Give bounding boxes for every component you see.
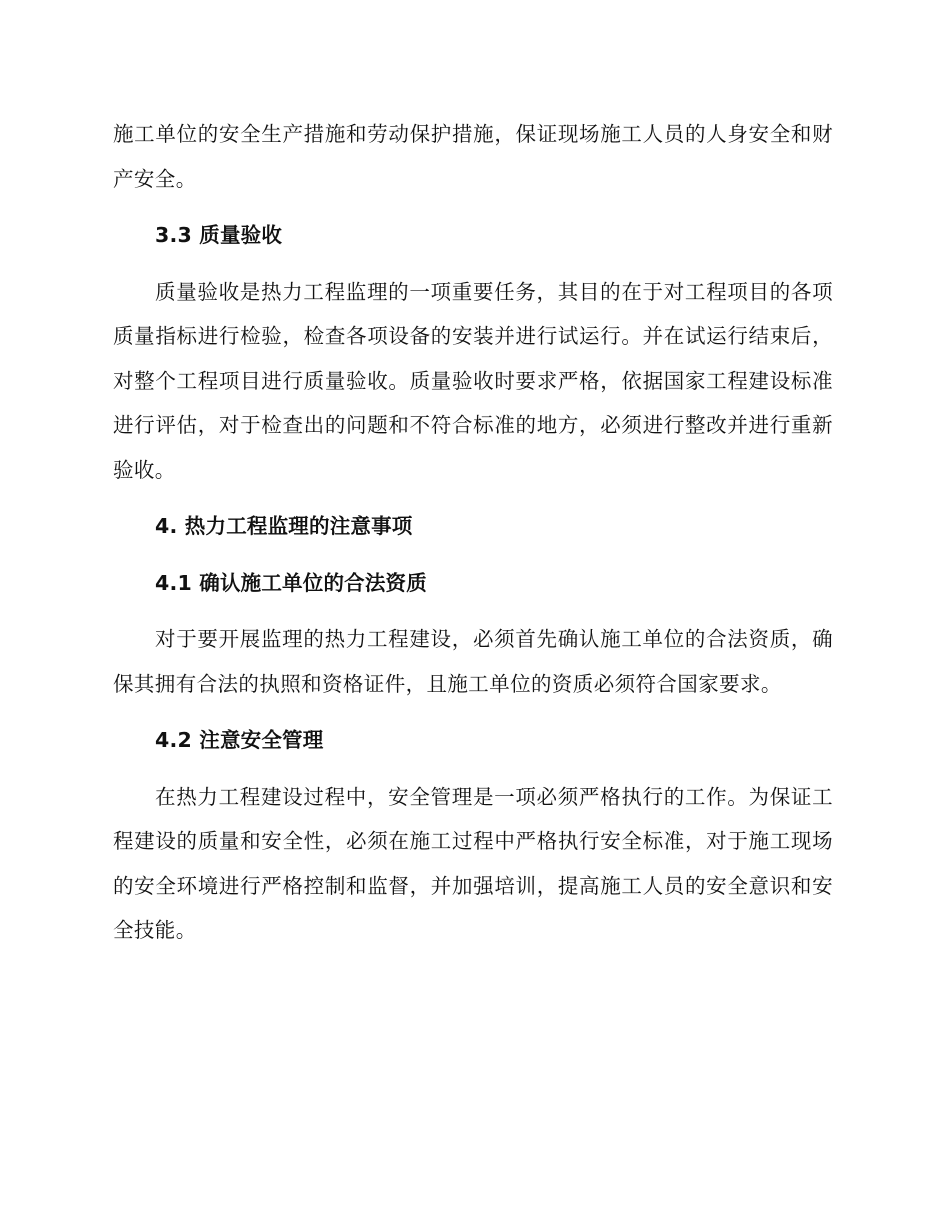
paragraph-qualification: 对于要开展监理的热力工程建设，必须首先确认施工单位的合法资质，确保其拥有合法的执照和资格证件，且施工单位的资质必须符合国家要求。 xyxy=(113,627,833,696)
paragraph-safety-management: 在热力工程建设过程中，安全管理是一项必须严格执行的工作。为保证工程建设的质量和安全性，必须在施工过程中严格执行安全标准，对于施工现场的安全环境进行严格控制和监督，并加强培训，提高施工人员的安全意识和安全技能。 xyxy=(113,784,833,942)
heading-4-1-qualification: 4.1 确认施工单位的合法资质 xyxy=(155,570,427,595)
heading-3-3-quality-acceptance: 3.3 质量验收 xyxy=(155,223,283,247)
paragraph-quality-acceptance: 质量验收是热力工程监理的一项重要任务，其目的在于对工程项目的各项质量指标进行检验，检查各项设备的安装并进行试运行。并在试运行结束后，对整个工程项目进行质量验收。质量验收时要求严格，依据国家工程建设标准进行评估，对于检查出的问题和不符合标准的地方，必须进行整改并进行重新验收。 xyxy=(113,279,833,482)
document-body xyxy=(113,112,833,953)
heading-4-2-safety-management: 4.2 注意安全管理 xyxy=(155,728,324,752)
paragraph-safety-continued: 施工单位的安全生产措施和劳动保护措施，保证现场施工人员的人身安全和财产安全。 xyxy=(113,122,833,191)
heading-4-notes: 4. 热力工程监理的注意事项 xyxy=(155,514,413,538)
